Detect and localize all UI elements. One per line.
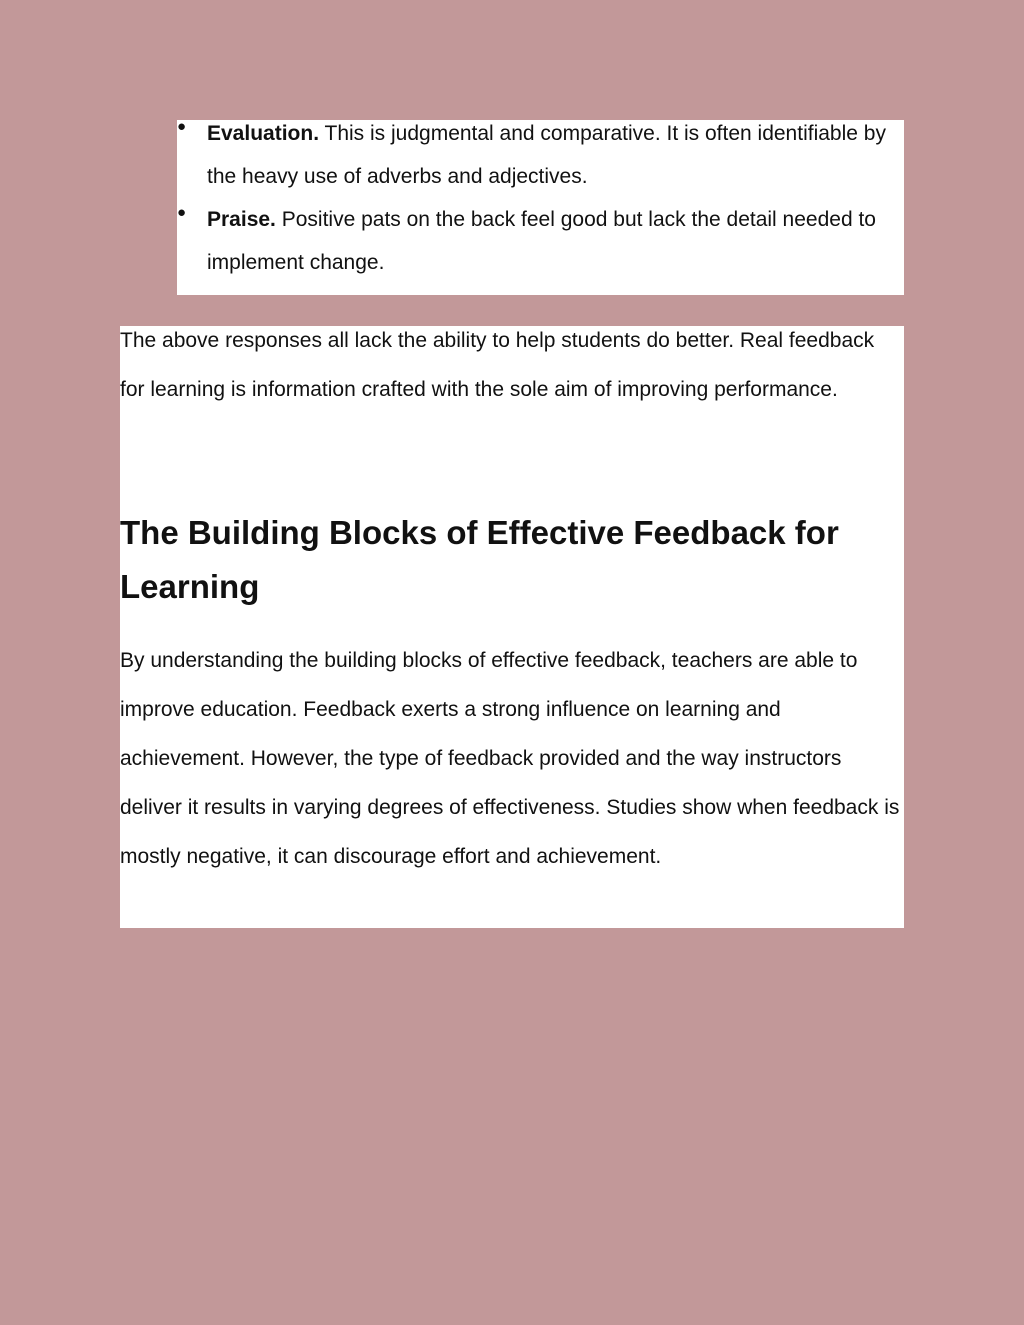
list-item-lead: Evaluation. bbox=[207, 122, 320, 145]
bullet-icon: ● bbox=[177, 204, 187, 221]
list-item-text bbox=[207, 198, 907, 284]
list-item-text bbox=[207, 112, 907, 198]
list-item-lead: Praise. bbox=[207, 208, 276, 231]
bullet-list-block bbox=[177, 120, 904, 295]
article-body-block bbox=[120, 326, 904, 928]
paragraph-intro: The above responses all lack the ability to help students do better. Real feedback for learning is information crafted with the sole aim of improving performance. bbox=[120, 329, 875, 401]
list-item-body: Positive pats on the back feel good but lack the detail needed to implement change. bbox=[207, 208, 876, 274]
list-item-body: This is judgmental and comparative. It is often identifiable by the heavy use of adverbs and adjectives. bbox=[207, 122, 886, 188]
paragraph-building-blocks: By understanding the building blocks of effective feedback, teachers are able to improve education. Feedback exerts a strong influence on learning and achievement. However, the type of feedback provided and the way instructors deliver it results in varying degrees of effectiveness. Studies show when feedback is mostly negative, it can discourage effort and achievement. bbox=[120, 649, 900, 868]
bullet-icon: ● bbox=[177, 118, 187, 135]
section-heading: The Building Blocks of Effective Feedback for Learning bbox=[120, 514, 839, 605]
